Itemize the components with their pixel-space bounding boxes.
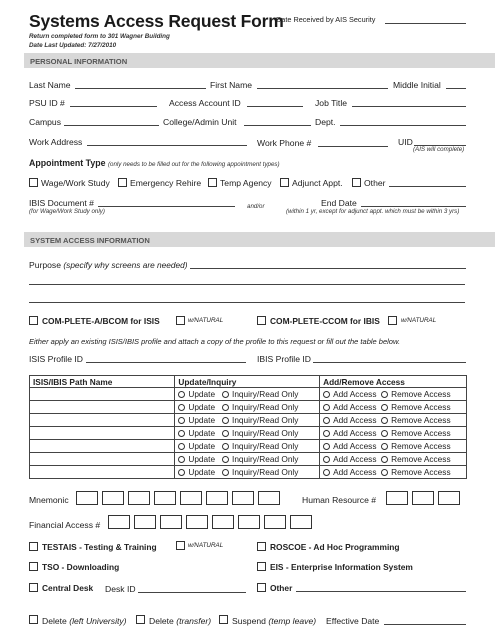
inquiry-label: Inquiry/Read Only [232, 415, 299, 425]
inquiry-radio[interactable] [222, 404, 229, 411]
inquiry-label: Inquiry/Read Only [232, 428, 299, 438]
header-update-inquiry: Update/Inquiry [175, 376, 320, 388]
adjunct-appt-label: Adjunct Appt. [292, 178, 343, 188]
roscoe-checkbox[interactable] [257, 542, 266, 551]
testais-natural-label: w/NATURAL [188, 542, 224, 549]
testais-label: TESTAIS - Testing & Training [42, 542, 157, 552]
ccom-natural-label: w/NATURAL [401, 317, 437, 324]
add-access-label: Add Access [333, 389, 377, 399]
return-note: Return completed form to 301 Wagner Building [29, 33, 170, 40]
update-inquiry-cell [175, 427, 320, 440]
add-access-radio[interactable] [323, 443, 330, 450]
table-row [30, 466, 467, 479]
path-name-cell[interactable] [30, 466, 175, 479]
wage-work-study-label: Wage/Work Study [41, 178, 110, 188]
inquiry-label: Inquiry/Read Only [232, 467, 299, 477]
inquiry-radio[interactable] [222, 391, 229, 398]
psu-id-field[interactable] [70, 106, 157, 107]
appointment-type-heading [29, 158, 280, 168]
ibis-document-note: (for Wage/Work Study only) [29, 208, 105, 215]
header-path-name: ISIS/IBIS Path Name [30, 376, 175, 388]
form-title: Systems Access Request Form [29, 11, 284, 31]
update-radio[interactable] [178, 430, 185, 437]
update-label: Update [188, 454, 216, 464]
path-name-cell[interactable] [30, 453, 175, 466]
isis-profile-field[interactable] [86, 362, 246, 363]
adjunct-appt-checkbox[interactable] [280, 178, 289, 187]
delete-left-label: Delete [42, 616, 67, 626]
inquiry-radio[interactable] [222, 443, 229, 450]
add-access-label: Add Access [333, 467, 377, 477]
char-box[interactable] [212, 515, 234, 529]
remove-access-radio[interactable] [381, 430, 388, 437]
char-box[interactable] [180, 491, 202, 505]
effective-date-label: Effective Date [326, 616, 380, 626]
appointment-label: Appointment Type [29, 158, 106, 168]
testais-natural-checkbox[interactable] [176, 541, 185, 550]
remove-access-radio[interactable] [381, 443, 388, 450]
char-box[interactable] [290, 515, 312, 529]
isis-profile-label: ISIS Profile ID [29, 354, 83, 364]
last-name-label: Last Name [29, 80, 71, 90]
end-date-note: (within 1 yr, except for adjunct appt. which must be within 3 yrs) [286, 208, 460, 215]
header-add-remove: Add/Remove Access [320, 376, 467, 388]
work-phone-label: Work Phone # [257, 138, 312, 148]
add-access-label: Add Access [333, 441, 377, 451]
char-box[interactable] [232, 491, 254, 505]
table-row [30, 440, 467, 453]
mnemonic-label: Mnemonic [29, 495, 69, 505]
purpose-line-3[interactable] [29, 302, 465, 303]
psu-id-label: PSU ID # [29, 98, 65, 108]
remove-access-label: Remove Access [391, 415, 451, 425]
last-updated: Date Last Updated: 7/27/2010 [29, 42, 117, 49]
ccom-label: COM-PLETE-CCOM for IBIS [270, 316, 380, 326]
update-radio[interactable] [178, 456, 185, 463]
temp-agency-label: Temp Agency [220, 178, 272, 188]
add-access-radio[interactable] [323, 391, 330, 398]
emergency-rehire-checkbox[interactable] [118, 178, 127, 187]
tso-label: TSO - Downloading [42, 562, 120, 572]
temp-agency-checkbox[interactable] [208, 178, 217, 187]
inquiry-radio[interactable] [222, 456, 229, 463]
eis-label: EIS - Enterprise Information System [270, 562, 413, 572]
table-header-row [30, 376, 467, 388]
update-label: Update [188, 402, 216, 412]
add-access-radio[interactable] [323, 469, 330, 476]
other-appt-field[interactable] [389, 186, 466, 187]
personal-info-band: PERSONAL INFORMATION [24, 53, 495, 68]
add-remove-cell [320, 414, 467, 427]
path-table [29, 375, 467, 479]
testais-checkbox[interactable] [29, 542, 38, 551]
update-radio[interactable] [178, 417, 185, 424]
ibis-profile-field[interactable] [313, 362, 466, 363]
remove-access-label: Remove Access [391, 389, 451, 399]
char-box[interactable] [134, 515, 156, 529]
financial-access-label: Financial Access # [29, 520, 101, 530]
remove-access-label: Remove Access [391, 402, 451, 412]
central-desk-label: Central Desk [42, 583, 94, 593]
add-access-radio[interactable] [323, 417, 330, 424]
update-inquiry-cell [175, 414, 320, 427]
job-title-field[interactable] [352, 106, 466, 107]
path-name-cell[interactable] [30, 401, 175, 414]
add-remove-cell [320, 466, 467, 479]
inquiry-radio[interactable] [222, 417, 229, 424]
char-box[interactable] [128, 491, 150, 505]
update-radio[interactable] [178, 443, 185, 450]
purpose-line-2[interactable] [29, 284, 465, 285]
college-unit-field[interactable] [244, 125, 311, 126]
path-name-cell[interactable] [30, 388, 175, 401]
ccom-checkbox[interactable] [257, 316, 266, 325]
effective-date-field[interactable] [384, 624, 466, 625]
remove-access-label: Remove Access [391, 441, 451, 451]
char-box[interactable] [258, 491, 280, 505]
other-appt-checkbox[interactable] [352, 178, 361, 187]
char-box[interactable] [438, 491, 460, 505]
update-inquiry-cell [175, 466, 320, 479]
update-radio[interactable] [178, 391, 185, 398]
table-row [30, 453, 467, 466]
date-received-label: Date Received by AIS Security [276, 15, 376, 24]
char-box[interactable] [108, 515, 130, 529]
end-date-label: End Date [321, 198, 357, 208]
char-box[interactable] [102, 491, 124, 505]
first-name-field[interactable] [257, 88, 388, 89]
inquiry-radio[interactable] [222, 469, 229, 476]
emergency-rehire-label: Emergency Rehire [130, 178, 202, 188]
access-account-field[interactable] [247, 106, 303, 107]
campus-field[interactable] [64, 125, 159, 126]
roscoe-label: ROSCOE - Ad Hoc Programming [270, 542, 400, 552]
inquiry-label: Inquiry/Read Only [232, 402, 299, 412]
add-remove-cell [320, 427, 467, 440]
table-row [30, 414, 467, 427]
update-inquiry-cell [175, 388, 320, 401]
ibis-document-label: IBIS Document # [29, 198, 94, 208]
job-title-label: Job Title [315, 98, 348, 108]
add-remove-cell [320, 453, 467, 466]
bcom-natural-label: w/NATURAL [188, 317, 224, 324]
update-inquiry-cell [175, 401, 320, 414]
remove-access-radio[interactable] [381, 456, 388, 463]
wage-work-study-checkbox[interactable] [29, 178, 38, 187]
char-box[interactable] [76, 491, 98, 505]
delete-left-note: (left University) [69, 616, 127, 626]
ibis-document-field[interactable] [98, 206, 235, 207]
purpose-field[interactable] [190, 268, 466, 269]
delete-left-checkbox[interactable] [29, 615, 38, 624]
char-box[interactable] [264, 515, 286, 529]
suspend-label: Suspend [232, 616, 266, 626]
purpose-note: (specify why screens are needed) [63, 260, 188, 270]
add-remove-cell [320, 401, 467, 414]
update-radio[interactable] [178, 469, 185, 476]
char-box[interactable] [238, 515, 260, 529]
system-access-band: SYSTEM ACCESS INFORMATION [24, 232, 495, 247]
suspend-checkbox[interactable] [219, 615, 228, 624]
other-appt-label: Other [364, 178, 386, 188]
purpose-heading [29, 260, 187, 270]
suspend-note: (temp leave) [268, 616, 317, 626]
remove-access-label: Remove Access [391, 428, 451, 438]
remove-access-label: Remove Access [391, 454, 451, 464]
college-unit-label: College/Admin Unit [163, 117, 237, 127]
path-name-cell[interactable] [30, 440, 175, 453]
work-address-label: Work Address [29, 137, 83, 147]
uid-label: UID [398, 137, 413, 147]
eis-checkbox[interactable] [257, 562, 266, 571]
other-system-checkbox[interactable] [257, 583, 266, 592]
add-remove-cell [320, 440, 467, 453]
inquiry-label: Inquiry/Read Only [232, 441, 299, 451]
inquiry-label: Inquiry/Read Only [232, 389, 299, 399]
work-phone-field[interactable] [318, 146, 388, 147]
delete-transfer-checkbox[interactable] [136, 615, 145, 624]
remove-access-radio[interactable] [381, 469, 388, 476]
other-system-label: Other [270, 583, 293, 593]
work-address-field[interactable] [87, 145, 247, 146]
update-label: Update [188, 428, 216, 438]
add-remove-cell [320, 388, 467, 401]
update-label: Update [188, 467, 216, 477]
campus-label: Campus [29, 117, 61, 127]
middle-initial-label: Middle Initial [393, 80, 441, 90]
update-inquiry-cell [175, 453, 320, 466]
first-name-label: First Name [210, 80, 253, 90]
path-name-cell[interactable] [30, 427, 175, 440]
char-box[interactable] [386, 491, 408, 505]
update-radio[interactable] [178, 404, 185, 411]
path-name-cell[interactable] [30, 414, 175, 427]
bcom-checkbox[interactable] [29, 316, 38, 325]
char-box[interactable] [160, 515, 182, 529]
delete-transfer-text [149, 616, 211, 626]
andor-text: and/or [247, 203, 265, 210]
table-row [30, 427, 467, 440]
char-box[interactable] [154, 491, 176, 505]
update-label: Update [188, 389, 216, 399]
remove-access-label: Remove Access [391, 467, 451, 477]
remove-access-radio[interactable] [381, 391, 388, 398]
date-received-field[interactable] [385, 23, 466, 24]
end-date-field[interactable] [361, 206, 466, 207]
add-access-label: Add Access [333, 428, 377, 438]
update-label: Update [188, 441, 216, 451]
appointment-note: (only needs to be filled out for the following appointment types) [107, 161, 280, 168]
inquiry-label: Inquiry/Read Only [232, 454, 299, 464]
char-box[interactable] [412, 491, 434, 505]
last-name-field[interactable] [75, 88, 206, 89]
purpose-label: Purpose [29, 260, 62, 270]
char-box[interactable] [206, 491, 228, 505]
delete-left-text [42, 616, 127, 626]
bcom-label: COM-PLETE-A/BCOM for ISIS [42, 316, 160, 326]
update-label: Update [188, 415, 216, 425]
central-desk-checkbox[interactable] [29, 583, 38, 592]
middle-initial-field[interactable] [446, 88, 466, 89]
access-account-label: Access Account ID [169, 98, 241, 108]
char-box[interactable] [186, 515, 208, 529]
table-row [30, 401, 467, 414]
tso-checkbox[interactable] [29, 562, 38, 571]
desk-id-field[interactable] [138, 592, 246, 593]
ccom-natural-checkbox[interactable] [388, 316, 397, 325]
bcom-natural-checkbox[interactable] [176, 316, 185, 325]
add-access-radio[interactable] [323, 456, 330, 463]
add-access-label: Add Access [333, 454, 377, 464]
suspend-text [232, 616, 316, 626]
dept-field[interactable] [340, 125, 466, 126]
other-system-field[interactable] [296, 591, 466, 592]
dept-label: Dept. [315, 117, 336, 127]
add-access-radio[interactable] [323, 430, 330, 437]
remove-access-radio[interactable] [381, 404, 388, 411]
delete-transfer-note: (transfer) [176, 616, 212, 626]
desk-id-label: Desk ID [105, 584, 136, 594]
add-access-label: Add Access [333, 402, 377, 412]
delete-transfer-label: Delete [149, 616, 174, 626]
add-access-label: Add Access [333, 415, 377, 425]
uid-note: (AIS will complete) [413, 146, 465, 153]
inquiry-radio[interactable] [222, 430, 229, 437]
profile-instruction: Either apply an existing ISIS/IBIS profile and attach a copy of the profile to this request or fill out the table below. [29, 337, 401, 346]
human-resource-label: Human Resource # [302, 495, 377, 505]
remove-access-radio[interactable] [381, 417, 388, 424]
update-inquiry-cell [175, 440, 320, 453]
ibis-profile-label: IBIS Profile ID [257, 354, 311, 364]
table-row [30, 388, 467, 401]
add-access-radio[interactable] [323, 404, 330, 411]
